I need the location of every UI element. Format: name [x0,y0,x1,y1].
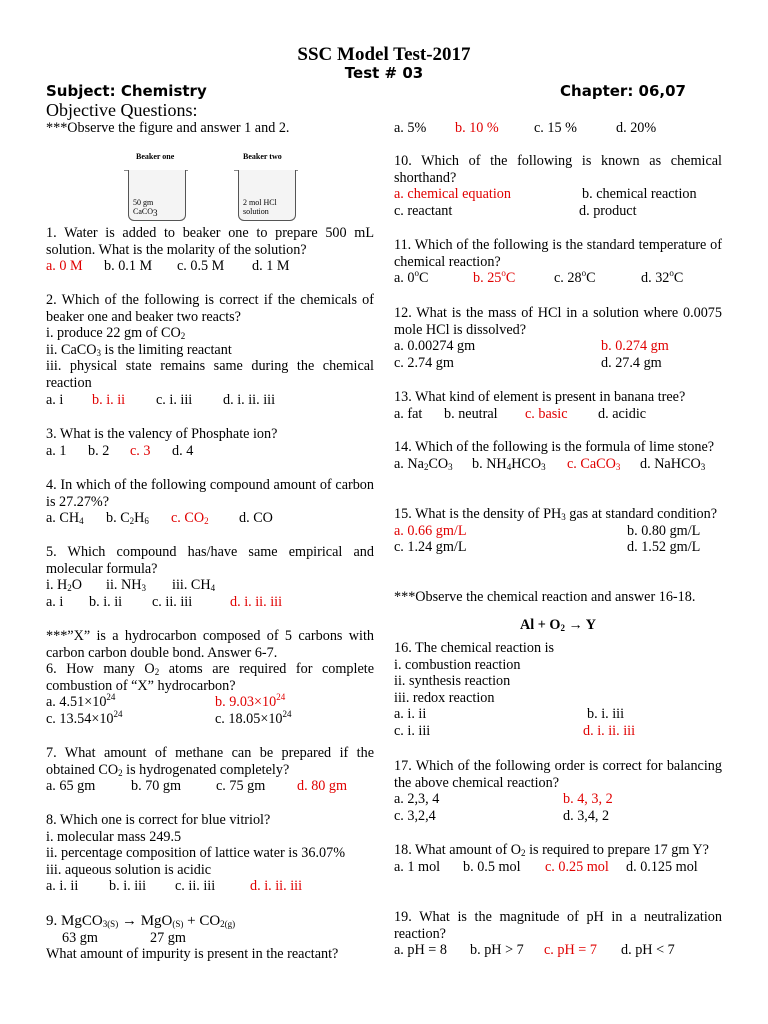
question-5 [46,544,374,610]
options-row [394,859,722,876]
option-d: c. $18.05\times 10^{24}$ [215,708,292,727]
option-b: b. i. iii [587,706,625,723]
beaker-one [128,170,186,221]
page-title: SSC Model Test-2017 [297,44,471,65]
question-text: 7. What amount of methane can be prepared if the obtained $CO_2$ is hydrogenated completely? [46,745,374,778]
option-d: d. 0.125 mol [626,858,698,875]
intro-x-hydrocarbon: ***”X” is a hydrocarbon composed of 5 carbons with carbon carbon double bond. Answer 6-7. [46,628,374,661]
option-c: c. 15 % [534,120,577,136]
beaker-one-label: Beaker one [136,152,175,161]
statement-i: i. molecular mass 249.5 [46,828,182,845]
option-a: a. 0.00274 gm [394,338,476,355]
option-c: c. ii. iii [175,878,216,895]
beaker-two-line1: 2 mol HCl [243,198,277,207]
option-a: a. i [46,593,64,610]
test-number: Test # 03 [344,64,424,82]
question-text: 5. Which compound has/have same empirical and molecular formula? [46,544,374,577]
option-a: a. chemical equation [394,186,511,203]
option-b: b. $9.03\times 10^{24}$ [215,692,286,711]
options-row [46,258,374,275]
option-b: b. chemical reaction [582,186,697,203]
options-row [394,203,722,220]
statement-ii: ii. synthesis reaction [394,673,511,690]
option-a: a. 2,3, 4 [394,791,440,808]
reaction-equation: $Al + O_2 \to Y$ [520,616,596,633]
option-c: c. ii. iii [152,593,193,610]
option-c: c. $CO_2$ [171,510,209,527]
option-b: b. $C_2H_6$ [106,510,149,527]
option-b: b. pH > 7 [470,942,524,959]
option-d: d. pH < 7 [621,942,675,959]
option-d: d. 1 M [252,258,290,275]
options-row [394,723,722,740]
statements-row [46,577,374,594]
subject-label: Subject: Chemistry [46,82,207,100]
question-16 [394,640,722,740]
option-c: c. 75 gm [216,778,266,795]
option-b: b. neutral [444,405,498,422]
option-b: b. 0.274 gm [601,338,669,355]
question-10 [394,153,722,219]
options-row [394,706,722,723]
option-c: c. 2.74 gm [394,354,454,371]
option-c: c. 28$^o$C [554,268,596,287]
question-15 [394,506,722,556]
options-row [46,694,374,711]
mass-row [46,930,374,947]
options-row [394,186,722,203]
options-row [394,406,722,423]
options-row [46,878,374,895]
option-b: b. 0.5 mol [463,858,521,875]
options-row [394,355,722,372]
option-c: c. CaCO$_3$ [567,455,621,472]
options-row [46,443,374,460]
option-c: c. 0.5 M [177,258,225,275]
beaker-two-label: Beaker two [243,152,282,161]
option-d: d. i. ii. iii [230,593,283,610]
option-a: a. 5% [394,120,427,136]
question-text: 17. Which of the following order is correct for balancing the above chemical reaction? [394,758,722,791]
option-d: d. 20% [616,120,657,136]
option-b: b. i. ii [92,391,126,408]
options-row [394,120,722,137]
beaker-two-content [243,198,277,216]
options-row [394,270,722,287]
option-c: c. pH = 7 [544,942,597,959]
question-text: 1. Water is added to beaker one to prepare 500 mL solution. What is the molarity of the solution? [46,225,374,258]
question-text: 15. What is the density of $PH_3$ gas at standard condition? [394,506,718,522]
option-a: a. 0.66 gm/L [394,522,467,539]
options-row [46,778,374,795]
question-2 [46,292,374,408]
question-text: 16. The chemical reaction is [394,640,555,656]
options-row [394,338,722,355]
option-d: d. i. ii. iii [583,722,636,739]
option-c: c. i. iii [156,391,193,408]
option-a: a. 65 gm [46,778,96,795]
option-d: d. 1.52 gm/L [627,539,701,556]
option-c: c. $13.54\times 10^{24}$ [46,708,123,727]
option-b: b. 10 % [455,120,499,136]
question-7 [46,745,374,795]
reactant-mass: 63 gm [62,929,98,946]
question-text: 12. What is the mass of HCl in a solution where 0.0075 mole HCl is dissolved? [394,305,722,338]
option-a: a. fat [394,405,423,422]
statement-ii: ii. CaCO$_3$ is the limiting reactant [46,341,232,358]
intro-figure: ***Observe the figure and answer 1 and 2. [46,120,290,136]
option-c: c. 0.25 mol [545,858,609,875]
option-a: a. i. ii [46,878,79,895]
statement-iii: iii. physical state remains same during the chemical reaction [46,358,374,391]
option-d: d. CO [239,510,273,527]
option-d: d. 32$^o$C [641,268,684,287]
option-d: d. NaHCO$_3$ [640,455,706,472]
intro-reaction [394,589,722,633]
option-d: d. 3,4, 2 [563,807,610,824]
option-c: c. basic [525,405,568,422]
statement-iii: iii. redox reaction [394,689,495,706]
option-a: a. $Na_2CO_3$ [394,455,453,472]
beaker-one-line1: 50 gm [133,198,154,207]
question-text: What amount of impurity is present in the reactant? [46,946,339,963]
option-b: b. i. ii [89,593,123,610]
reaction-equation: 9. MgCO$_{3(S)}$ → $MgO_{(S)} + CO_{2(g)}$ [46,913,236,929]
option-d: d. acidic [598,405,647,422]
options-row [46,708,374,728]
question-text: 3. What is the valency of Phosphate ion? [46,426,278,442]
question-1 [46,225,374,275]
question-8 [46,812,374,895]
beaker-two-line2: solution [243,207,269,216]
option-b: b. $NH_4HCO_3$ [472,455,546,472]
beaker-one-line2: CaCO$_3$ [133,207,158,218]
option-a: a. $CH_4$ [46,510,84,527]
options-row [46,594,374,611]
question-text: 14. Which of the following is the formula of lime stone? [394,439,715,455]
section-heading: Objective Questions: [46,100,198,120]
option-d: d. product [579,202,637,219]
options-row [394,942,722,959]
question-text: 18. What amount of $O_2$ is required to prepare 17 gm Y? [394,842,709,858]
options-row [46,392,374,409]
option-c: c. i. iii [394,722,431,739]
question-text: 11. Which of the following is the standard temperature of chemical reaction? [394,237,722,270]
option-a: a. 0$^o$C [394,268,429,287]
intro-text: ***Observe the chemical reaction and answer 16-18. [394,589,696,605]
question-11 [394,237,722,287]
option-a: a. $4.51\times 10^{24}$ [46,692,116,711]
question-text: 2. Which of the following is correct if the chemicals of beaker one and beaker two reacts? [46,292,374,325]
statement-iii: iii. $CH_4$ [172,577,216,594]
option-c: c. 3 [130,442,151,459]
question-9 [46,913,374,963]
question-12 [394,305,722,371]
option-b: b. 4, 3, 2 [563,791,613,808]
statement-i: i. produce 22 gm of $CO_2$ [46,325,186,342]
option-d: d. 27.4 gm [601,354,662,371]
statement-ii: ii. $NH_3$ [106,577,146,594]
options-row [394,791,722,808]
statement-iii: iii. aqueous solution is acidic [46,861,212,878]
statement-i: i. $H_2O$ [46,577,83,594]
question-4 [46,477,374,527]
option-b: b. i. iii [109,878,147,895]
options-row [394,456,722,473]
options-row [394,808,722,825]
question-9-options [394,120,722,137]
product-mass: 27 gm [150,929,186,946]
question-text: 19. What is the magnitude of pH in a neutralization reaction? [394,909,722,942]
chapter-label: Chapter: 06,07 [560,82,686,100]
beaker-two [238,170,296,221]
option-c: c. 3,2,4 [394,807,436,824]
option-b: b. 70 gm [131,778,182,795]
option-b: b. 0.1 M [104,258,153,275]
beaker-one-content [133,198,158,216]
statement-ii: ii. percentage composition of lattice water is 36.07% [46,845,346,862]
question-17 [394,758,722,824]
option-a: a. 1 [46,442,67,459]
question-text: 4. In which of the following compound amount of carbon is 27.27%? [46,477,374,510]
option-d: d. i. ii. iii [223,391,276,408]
option-b: b. 0.80 gm/L [627,522,701,539]
question-text: 8. Which one is correct for blue vitriol? [46,812,271,828]
question-14 [394,439,722,472]
options-row [394,539,722,556]
option-c: c. 1.24 gm/L [394,539,467,556]
options-row [394,523,722,540]
question-6 [46,628,374,728]
statement-i: i. combustion reaction [394,656,521,673]
question-13 [394,389,722,422]
option-a: a. i [46,391,64,408]
beaker-figure [128,152,328,228]
question-text: 6. How many $O_2$ atoms are required for complete combustion of “X” hydrocarbon? [46,661,375,694]
option-d: d. 4 [172,442,194,459]
question-18 [394,842,722,875]
question-text: 13. What kind of element is present in banana tree? [394,389,686,405]
question-3 [46,426,374,459]
option-d: d. 80 gm [297,778,348,795]
question-text: 10. Which of the following is known as chemical shorthand? [394,153,722,186]
option-b: b. 2 [88,442,110,459]
option-a: a. 0 M [46,258,83,275]
option-a: a. i. ii [394,706,427,723]
question-19 [394,909,722,959]
option-c: c. reactant [394,202,453,219]
option-a: a. pH = 8 [394,942,447,959]
option-d: d. i. ii. iii [250,878,303,895]
option-b: b. 25$^o$C [473,268,516,287]
option-a: a. 1 mol [394,858,441,875]
options-row [46,510,374,527]
